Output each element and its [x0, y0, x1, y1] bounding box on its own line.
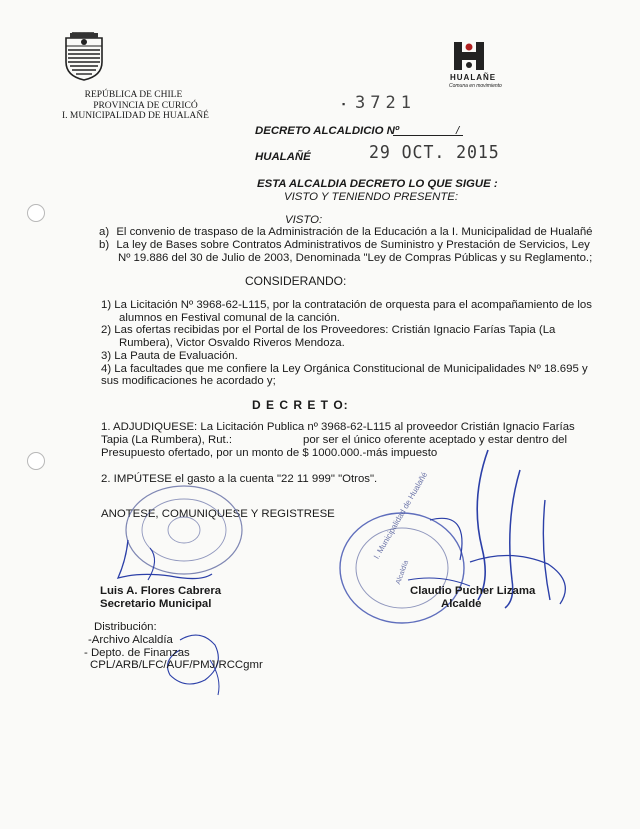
sig-right-name: Claudio Pucher Lizama	[410, 585, 536, 597]
visto-text-b: La ley de Bases sobre Contratos Administrativos de Suministro y Prestación de Servicios, Ley	[116, 239, 590, 251]
sig-right-title: Alcalde	[441, 598, 482, 610]
sig-left-title: Secretario Municipal	[100, 598, 212, 610]
issuer-country: REPÚBLICA DE CHILE	[84, 90, 183, 100]
considerando-heading: CONSIDERANDO:	[245, 274, 347, 288]
considerando-item-4-cont: sus modificaciones he acordado y;	[101, 375, 276, 387]
sig-left-name: Luis A. Flores Cabrera	[100, 585, 222, 597]
visto-presente-line: VISTO Y TENIENDO PRESENTE:	[284, 191, 459, 203]
stamp-right-inner-text: Alcaldía	[395, 559, 411, 586]
decreto-p1-line3: Presupuesto ofertado, por un monto de $ 1000.000.-más impuesto	[101, 447, 438, 459]
considerando-item-4: 4) La facultades que me confiere la Ley Orgánica Constitucional de Municipalidades Nº 18.695 y	[101, 363, 588, 375]
place-label: HUALAÑÉ	[255, 151, 311, 163]
decree-label: DECRETO ALCALDICIO Nº	[255, 125, 400, 137]
stamped-date: 29 OCT. 2015	[369, 142, 500, 163]
stamped-number: 3721	[355, 93, 416, 113]
distribution-item-finanzas: - Depto. de Finanzas	[84, 647, 190, 659]
stamp-right-ring-text: I. Municipalidad de Hualañé	[372, 470, 430, 561]
distribution-heading: Distribución:	[94, 621, 157, 633]
brand-name: HUALAÑE	[450, 73, 497, 82]
considerando-item-1-cont: alumnos en Festival comunal de la canción.	[119, 312, 340, 324]
decreto-p1-line2b: por ser el único oferente aceptado y estar dentro del	[303, 434, 568, 446]
decreto-heading: D E C R E T O:	[252, 398, 349, 412]
decree-slash: /	[456, 125, 460, 137]
decreto-p1-line1: 1. ADJUDIQUESE: La Licitación Publica nº 3968-62-L115 al proveedor Cristián Ignacio Farías	[101, 421, 575, 433]
decreto-p1-line2a: Tapia (La Rumbera), Rut.:	[101, 434, 233, 446]
distribution-item-archivo: -Archivo Alcaldía	[88, 634, 173, 646]
visto-text-b-continuation: Nº 19.886 del 30 de Julio de 2003, Denominada "Ley de Compras Públicas y su Reglamento.;	[118, 252, 593, 264]
issuer-province: PROVINCIA DE CURICÓ	[93, 100, 198, 111]
distribution-item-initials: CPL/ARB/LFC/AUF/PMJ/RCCgmr	[90, 659, 263, 671]
intro-line: ESTA ALCALDIA DECRETO LO QUE SIGUE :	[257, 178, 498, 190]
visto-marker-b: b)	[99, 239, 110, 251]
considerando-item-1: 1) La Licitación Nº 3968-62-L115, por la contratación de orquesta para el acompañamiento de los	[101, 299, 592, 311]
visto-text-a: El convenio de traspaso de la Administración de la Educación a la I. Municipalidad de Hualañé	[116, 226, 593, 238]
decreto-p2: 2. IMPÚTESE el gasto a la cuenta "22 11 999" "Otros".	[101, 473, 378, 485]
considerando-item-2-cont: Rumbera), Victor Osvaldo Riveros Mendoza.	[119, 337, 345, 349]
visto-marker-a: a)	[99, 226, 110, 238]
issuer-municipality: I. MUNICIPALIDAD DE HUALAÑÉ	[62, 111, 209, 121]
brand-tagline: Comuna en movimiento	[449, 83, 502, 89]
anotese-line: ANOTESE, COMUNIQUESE Y REGISTRESE	[101, 508, 335, 520]
considerando-item-3: 3) La Pauta de Evaluación.	[101, 350, 238, 362]
hash-mark: ▪	[342, 99, 346, 109]
considerando-item-2: 2) Las ofertas recibidas por el Portal de los Proveedores: Cristián Ignacio Farías Tapia (La	[101, 324, 556, 336]
visto-heading: VISTO:	[285, 214, 323, 226]
